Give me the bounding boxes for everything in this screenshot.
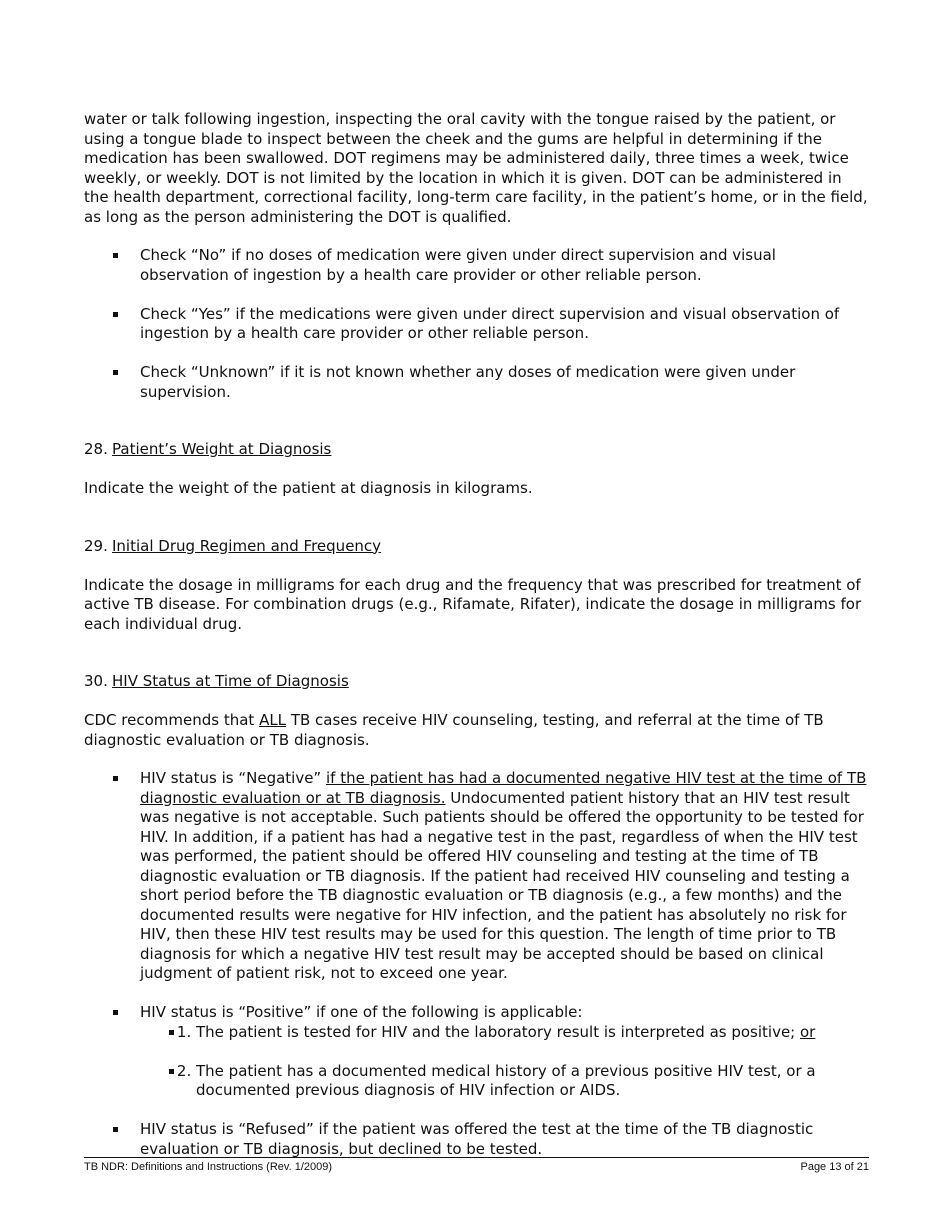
positive-criteria-list — [140, 1023, 869, 1101]
section-29-body: Indicate the dosage in milligrams for each drug and the frequency that was prescribed for treatment of active TB disease. For combination drugs (e.g., Rifamate, Rifater), indicate the dosage in milligrams for each individual drug. — [84, 575, 862, 633]
list-item-negative: HIV status is “Negative” if the patient has had a documented negative HIV test at the time of TB diagnostic evaluation or at TB diagnosis. Undocumented patient history that an HIV test result was negative is not acceptable. Such patients should be offered the opportunity to be tested for HIV. In addition, if a patient has had a negative test in the past, regardless of when the HIV test was performed, the patient should be offered HIV counseling and testing at the time of TB diagnostic evaluation or TB diagnosis. If the patient had received HIV counseling and testing a short period before the TB diagnostic evaluation or TB diagnosis (e.g., a few months) and the documented results were negative for HIV infection, and the patient has absolutely no risk for HIV, then these HIV test results may be used for this question. The length of time prior to TB diagnosis for which a negative HIV test result may be accepted should be based on clinical judgment of patient risk, not to exceed one year. — [140, 769, 869, 984]
section-title: HIV Status at Time of Diagnosis — [112, 672, 349, 690]
list-item: Check “Yes” if the medications were given under direct supervision and visual observation of ingestion by a health care provider or other reliable person. — [140, 305, 869, 344]
section-28-body: Indicate the weight of the patient at diagnosis in kilograms. — [84, 479, 533, 497]
hiv-status-list — [84, 769, 869, 1159]
dot-options-list — [84, 246, 869, 402]
section-title: Initial Drug Regimen and Frequency — [112, 536, 382, 555]
list-item-refused: HIV status is “Refused” if the patient was offered the test at the time of the TB diagnostic evaluation or TB diagnosis, but declined to be tested. — [140, 1120, 869, 1159]
list-item-positive: HIV status is “Positive” if one of the following is applicable: 1. The patient is tested for HIV and the laboratory result is interpreted as positive; or 2. The patient has a documented medical history of a previous positive HIV test, or a documented previous diagnosis of HIV infection or AIDS. — [140, 1003, 869, 1101]
section-30-intro: CDC recommends that ALL TB cases receive HIV counseling, testing, and referral at the time of TB diagnostic evaluation or TB diagnosis. — [84, 711, 824, 749]
list-item: Check “Unknown” if it is not known whether any doses of medication were given under supervision. — [140, 363, 869, 402]
section-30-heading — [84, 672, 869, 692]
numbered-item: 2. The patient has a documented medical history of a previous positive HIV test, or a documented previous diagnosis of HIV infection or AIDS. — [196, 1062, 869, 1101]
section-28-heading — [84, 440, 869, 460]
section-title: Patient’s Weight at Diagnosis — [112, 440, 332, 458]
footer-title: TB NDR: Definitions and Instructions (Rev. 1/2009) — [84, 1161, 333, 1173]
page-footer — [84, 1157, 869, 1173]
list-item: Check “No” if no doses of medication were given under direct supervision and visual observation of ingestion by a health care provider or other reliable person. — [140, 246, 869, 285]
emphasis-all: ALL — [259, 711, 287, 729]
section-number: 30. — [84, 672, 108, 690]
section-29-heading — [84, 537, 869, 557]
intro-paragraph: water or talk following ingestion, inspecting the oral cavity with the tongue raised by the patient, or using a tongue blade to inspect between the cheek and the gums are helpful in determining if the medication has been swallowed. DOT regimens may be administered daily, three times a week, twice weekly, or weekly. DOT is not limited by the location in which it is given. DOT can be administered in the health department, correctional facility, long-term care facility, in the patient’s home, or in the field, as long as the person administering the DOT is qualified. — [84, 110, 868, 226]
section-number: 29. — [84, 536, 108, 555]
page-number: Page 13 of 21 — [800, 1161, 869, 1173]
section-number: 28. — [84, 440, 108, 458]
numbered-item: 1. The patient is tested for HIV and the laboratory result is interpreted as positive; or — [196, 1023, 869, 1043]
document-page — [84, 110, 869, 1179]
